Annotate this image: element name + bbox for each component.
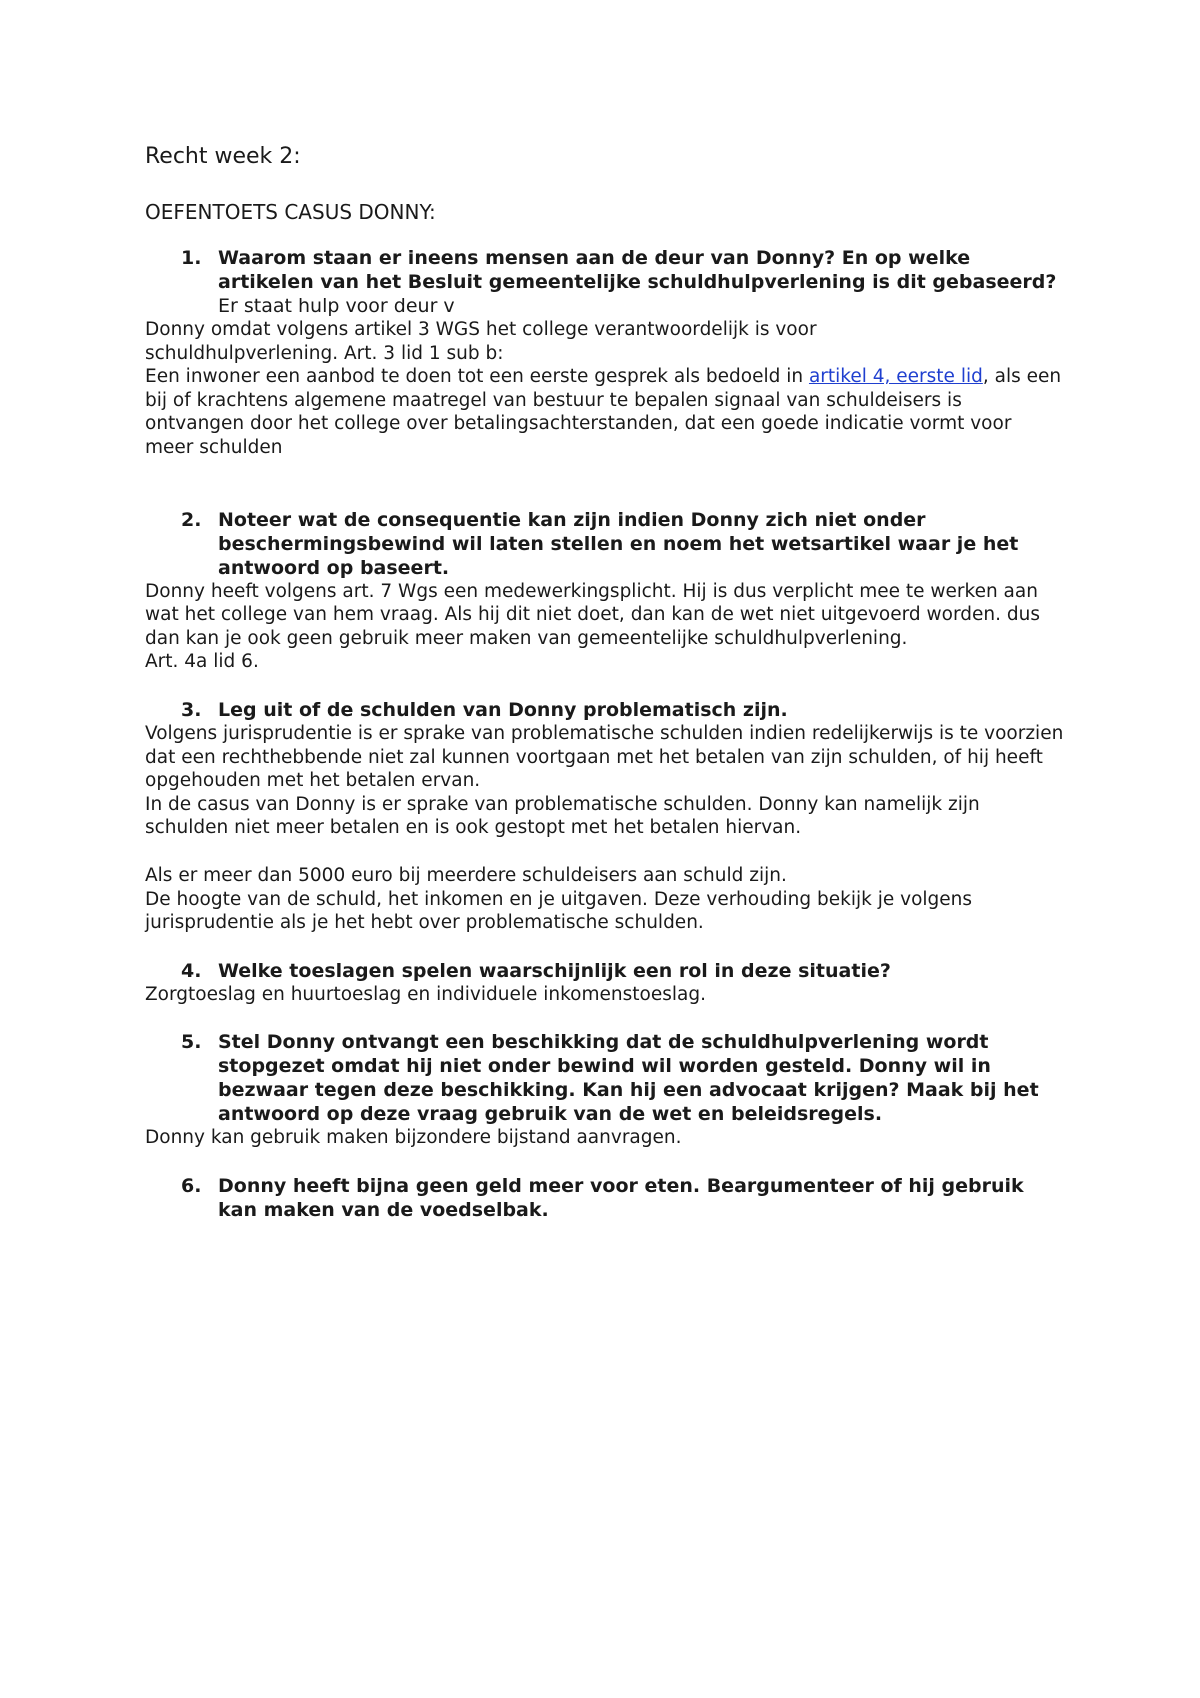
- question-text: Noteer wat de consequentie kan zijn indien Donny zich niet onder beschermingsbewind wil laten stellen en noem het wetsartikel waar je het antwoord op baseert.: [218, 508, 1019, 579]
- question-text: Donny heeft bijna geen geld meer voor eten. Beargumenteer of hij gebruik kan maken van de voedselbak.: [218, 1174, 1024, 1221]
- document-page: [145, 142, 1065, 1222]
- answer-paragraph: Donny kan gebruik maken bijzondere bijstand aanvragen.: [145, 1127, 682, 1149]
- spacer: [145, 1150, 1065, 1174]
- question-1: [145, 246, 1065, 318]
- document-title: Recht week 2:: [145, 144, 301, 169]
- answer-paragraph: Art. 4a lid 6.: [145, 651, 259, 673]
- question-text: Waarom staan er ineens mensen aan de deur van Donny? En op welke artikelen van het Besluit gemeentelijke schuldhulpverlening is dit gebaseerd?: [218, 247, 1057, 293]
- question-2: [145, 508, 1065, 580]
- spacer: [145, 460, 1065, 508]
- answer-paragraph: Volgens jurisprudentie is er sprake van problematische schulden indien redelijkerwijs is te voorzien dat een rechthebbende niet zal kunnen voortgaan met het betalen van zijn schulden, of hij heeft opgehouden met het betalen ervan.: [145, 722, 1064, 792]
- spacer: [145, 935, 1065, 959]
- question-number: 1.: [181, 247, 202, 269]
- question-text: Welke toeslagen spelen waarschijnlijk een rol in deze situatie?: [218, 959, 891, 982]
- question-5: [145, 1030, 1065, 1126]
- spacer: [145, 840, 1065, 864]
- answer-line: schuldhulpverlening. Art. 3 lid 1 sub b:: [145, 342, 504, 364]
- answer-text: Een inwoner een aanbod te doen tot een eerste gesprek als bedoeld in: [145, 366, 809, 388]
- answer-line: Donny omdat volgens artikel 3 WGS het college verantwoordelijk is voor: [145, 319, 817, 340]
- answer-paragraph: [145, 365, 1065, 459]
- article-4-link[interactable]: artikel 4, eerste lid: [808, 366, 983, 388]
- question-3: [145, 698, 1065, 722]
- question-6: [145, 1174, 1065, 1222]
- answer-paragraph: Donny heeft volgens art. 7 Wgs een medewerkingsplicht. Hij is dus verplicht mee te werken aan wat het college van hem vraag. Als hij dit niet doet, dan kan de wet niet uitgevoerd worden. dus dan kan je ook geen gebruik meer maken van gemeentelijke schuldhulpverlening.: [145, 580, 1040, 649]
- question-number: 4.: [181, 959, 202, 982]
- question-number: 5.: [181, 1031, 202, 1054]
- spacer: [145, 1006, 1065, 1030]
- question-text: Stel Donny ontvangt een beschikking dat de schuldhulpverlening wordt stopgezet omdat hij niet onder bewind wil worden gesteld. Donny wil in bezwaar tegen deze beschikking. Kan hij een advocaat krijgen? Maak bij het antwoord op deze vraag gebruik van de wet en beleidsregels.: [218, 1031, 1039, 1126]
- question-4: [145, 959, 1065, 983]
- question-text: Leg uit of de schulden van Donny problematisch zijn.: [218, 698, 788, 721]
- answer-paragraph: In de casus van Donny is er sprake van problematische schulden. Donny kan namelijk zijn schulden niet meer betalen en is ook gestopt met het betalen hiervan.: [145, 793, 980, 839]
- question-number: 6.: [181, 1174, 202, 1197]
- answer-text: , als een bij of krachtens algemene maatregel van bestuur te bepalen signaal van schuldeisers is ontvangen door het college over betalingsachterstanden, dat een goede indicatie vormt voor meer schulden: [145, 366, 1062, 458]
- spacer: [145, 674, 1065, 698]
- question-number: 3.: [181, 698, 202, 721]
- document-subtitle: OEFENTOETS CASUS DONNY:: [145, 200, 436, 224]
- answer-paragraph: Zorgtoeslag en huurtoeslag en individuele inkomenstoeslag.: [145, 983, 706, 1005]
- answer-paragraph: Als er meer dan 5000 euro bij meerdere schuldeisers aan schuld zijn.: [145, 864, 787, 886]
- answer-inline: Er staat hulp voor deur v: [218, 295, 455, 317]
- question-number: 2.: [181, 508, 202, 531]
- answer-paragraph: De hoogte van de schuld, het inkomen en je uitgaven. Deze verhouding bekijk je volgens jurisprudentie als je het hebt over problematische schulden.: [145, 888, 973, 934]
